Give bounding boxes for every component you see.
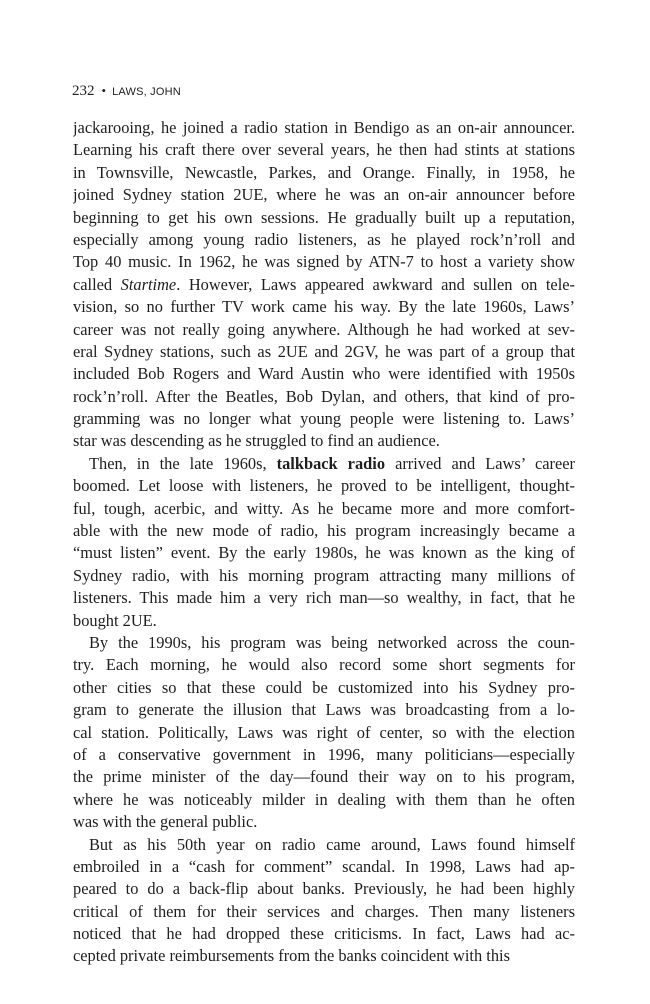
text-run: included Bob Rogers and Ward Austin who were identified with 1950s (73, 364, 575, 384)
text-run: joined Sydney station 2UE, where he was an on-air announcer before (73, 185, 575, 205)
text-line (73, 565, 575, 587)
text-run: eral Sydney stations, such as 2UE and 2GV, he was part of a group that (73, 341, 575, 361)
body-text (73, 117, 575, 968)
text-line (73, 296, 575, 318)
section-title: LAWS, JOHN (112, 86, 181, 98)
text-run: was with the general public. (73, 812, 258, 832)
text-run: star was descending as he struggled to find an audience. (73, 431, 440, 451)
text-line (73, 856, 575, 878)
text-run: called (73, 274, 121, 294)
paragraph (73, 453, 575, 632)
text-run: But as his 50th year on radio came around, Laws found himself (89, 834, 575, 854)
text-line (73, 677, 575, 699)
text-line (73, 520, 575, 542)
text-run: Then, in the late 1960s, (89, 453, 277, 473)
text-run: the prime minister of the day—found their way on to his program, (73, 767, 575, 787)
text-line (73, 632, 575, 654)
running-header (72, 82, 181, 101)
text-line (73, 319, 575, 341)
header-bullet: • (101, 83, 107, 98)
text-line (73, 722, 575, 744)
text-run: cepted private reimbursements from the banks coincident with this (73, 946, 510, 966)
text-line (73, 162, 575, 184)
text-line (73, 251, 575, 273)
text-run: gramming was no longer what young people were listening to. Laws’ (73, 409, 575, 429)
text-run: . However, Laws appeared awkward and sullen on tele- (176, 274, 575, 294)
text-line (73, 789, 575, 811)
text-line (73, 587, 575, 609)
text-line (73, 834, 575, 856)
text-run: of a conservative government in 1996, many politicians—especially (73, 744, 575, 764)
text-run: ful, tough, acerbic, and witty. As he became more and more comfort- (73, 498, 575, 518)
text-line (73, 408, 575, 430)
text-line (73, 207, 575, 229)
text-run: Sydney radio, with his morning program attracting many millions of (73, 565, 575, 585)
text-line (73, 811, 575, 833)
text-line (73, 901, 575, 923)
text-run: Learning his craft there over several years, he then had stints at stations (73, 140, 575, 160)
paragraph (73, 632, 575, 834)
italic-title: Startime (120, 274, 177, 294)
text-run: boomed. Let loose with listeners, he proved to be intelligent, thought- (73, 476, 575, 496)
text-run: other cities so that these could be customized into his Sydney pro- (73, 677, 575, 697)
text-run: noticed that he had dropped these criticisms. In fact, Laws had ac- (73, 924, 575, 944)
text-line (73, 341, 575, 363)
text-run: in Townsville, Newcastle, Parkes, and Orange. Finally, in 1958, he (73, 162, 575, 182)
text-line (73, 363, 575, 385)
text-run: embroiled in a “cash for comment” scandal. In 1998, Laws had ap- (73, 856, 575, 876)
text-line (73, 139, 575, 161)
text-line (73, 610, 575, 632)
text-line (73, 945, 575, 967)
text-run: listeners. This made him a very rich man—so wealthy, in fact, that he (73, 588, 575, 608)
text-run: gram to generate the illusion that Laws was broadcasting from a lo- (73, 700, 575, 720)
text-run: By the 1990s, his program was being networked across the coun- (89, 632, 575, 652)
text-line (73, 229, 575, 251)
text-line (73, 654, 575, 676)
text-line (73, 923, 575, 945)
text-line (73, 184, 575, 206)
text-run: arrived and Laws’ career (385, 453, 575, 473)
text-run: especially among young radio listeners, as he played rock’n’roll and (73, 229, 575, 249)
text-run: try. Each morning, he would also record some short segments for (73, 655, 575, 675)
text-line (73, 475, 575, 497)
text-line (73, 878, 575, 900)
bold-term: talkback radio (276, 453, 386, 473)
text-line (73, 498, 575, 520)
text-run: career was not really going anywhere. Although he had worked at sev- (73, 319, 575, 339)
text-line (73, 542, 575, 564)
text-run: jackarooing, he joined a radio station in Bendigo as an on-air announcer. (73, 118, 575, 137)
text-line (73, 744, 575, 766)
text-line (73, 430, 575, 452)
paragraph (73, 834, 575, 968)
page-number: 232 (72, 83, 95, 99)
text-line (73, 766, 575, 788)
text-run: Top 40 music. In 1962, he was signed by ATN-7 to host a variety show (73, 252, 575, 272)
text-run: bought 2UE. (73, 610, 157, 630)
text-run: critical of them for their services and charges. Then many listeners (73, 901, 575, 921)
text-run: cal station. Politically, Laws was right of center, so with the election (73, 722, 575, 742)
text-run: beginning to get his own sessions. He gradually built up a reputation, (73, 207, 575, 227)
text-run: peared to do a back-flip about banks. Previously, he had been highly (73, 879, 575, 899)
text-run: rock’n’roll. After the Beatles, Bob Dylan, and others, that kind of pro- (73, 386, 575, 406)
text-line (73, 117, 575, 139)
text-line (73, 699, 575, 721)
text-run: vision, so no further TV work came his way. By the late 1960s, Laws’ (73, 297, 575, 317)
text-line (73, 453, 575, 475)
paragraph (73, 117, 575, 453)
text-run: “must listen” event. By the early 1980s, he was known as the king of (73, 543, 575, 563)
text-line (73, 386, 575, 408)
text-run: able with the new mode of radio, his program increasingly became a (73, 521, 575, 541)
text-run: where he was noticeably milder in dealing with them than he often (73, 789, 575, 809)
text-line (73, 274, 575, 296)
